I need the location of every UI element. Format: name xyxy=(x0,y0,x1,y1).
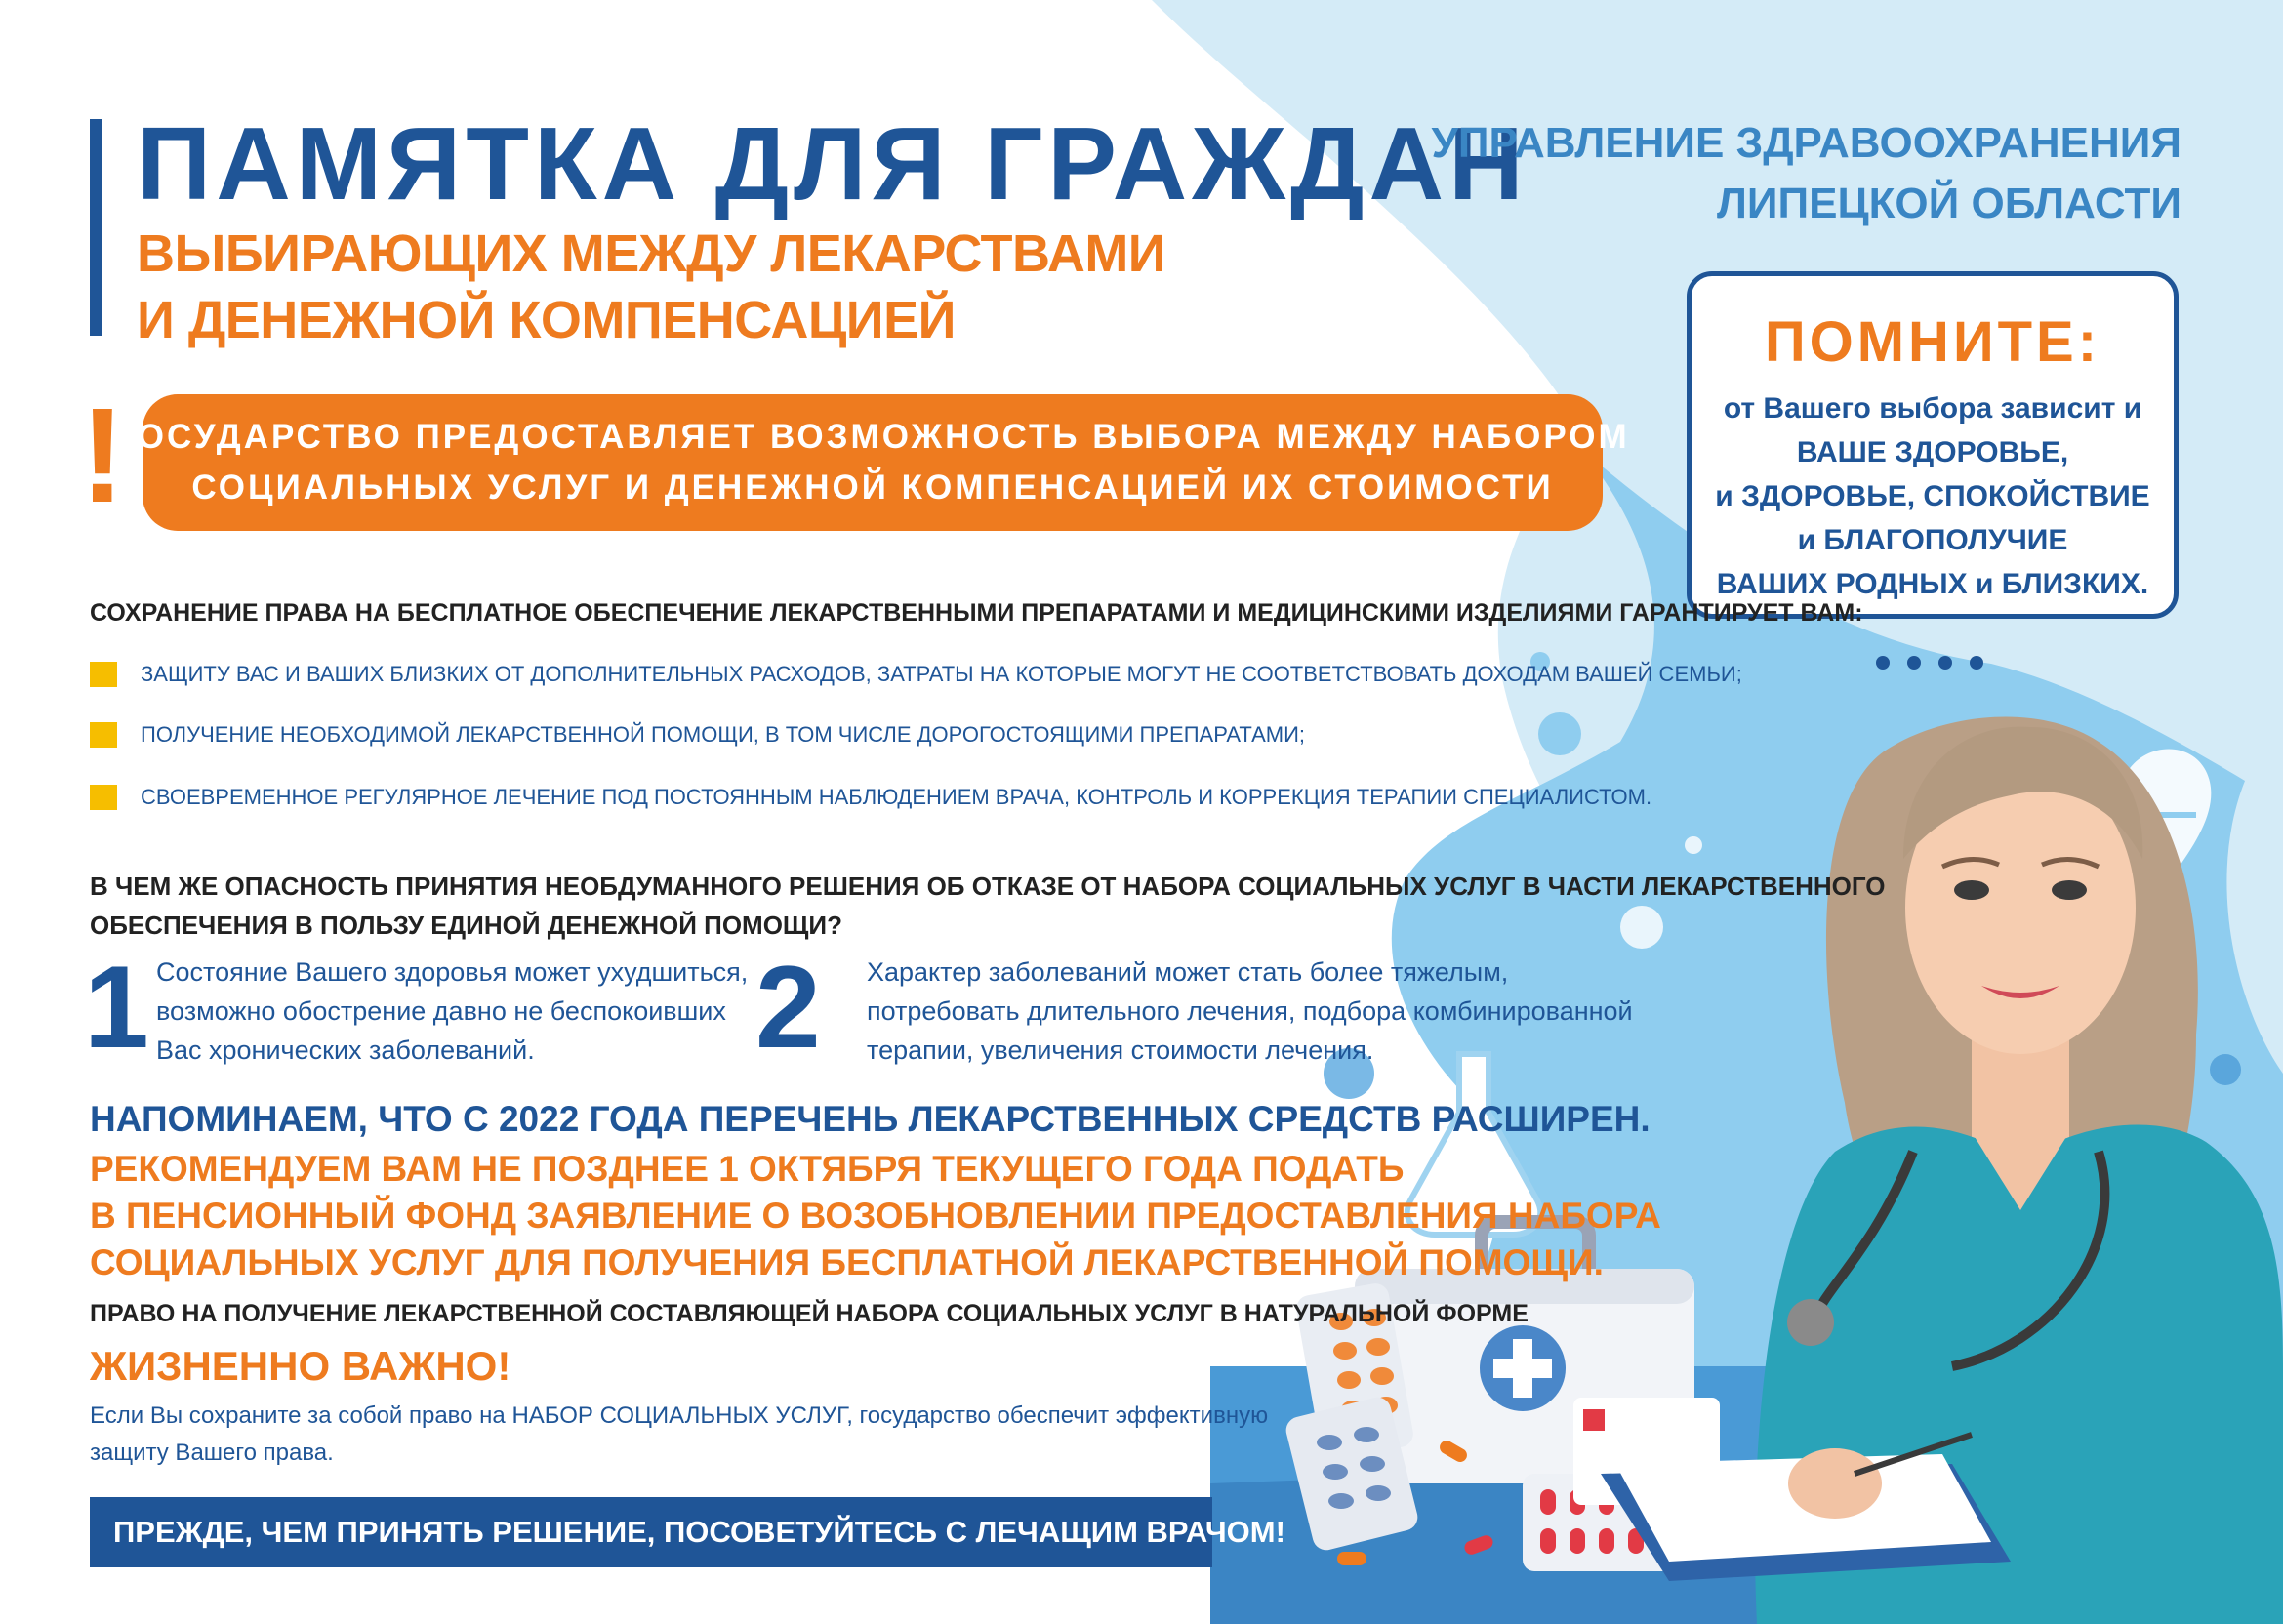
point-text xyxy=(156,953,748,1070)
guarantee-heading: СОХРАНЕНИЕ ПРАВА НА БЕСПЛАТНОЕ ОБЕСПЕЧЕНИЕ ЛЕКАРСТВЕННЫМИ ПРЕПАРАТАМИ И МЕДИЦИНСКИМИ ИЗДЕЛИЯМИ ГАРАНТИРУЕТ ВАМ: xyxy=(90,599,1863,627)
reminder-heading: НАПОМИНАЕМ, ЧТО С 2022 ГОДА ПЕРЕЧЕНЬ ЛЕКАРСТВЕННЫХ СРЕДСТВ РАСШИРЕН. xyxy=(90,1099,1651,1139)
right-statement: ПРАВО НА ПОЛУЧЕНИЕ ЛЕКАРСТВЕННОЙ СОСТАВЛЯЮЩЕЙ НАБОРА СОЦИАЛЬНЫХ УСЛУГ В НАТУРАЛЬНОЙ ФОРМЕ xyxy=(90,1300,1529,1327)
bullet-square-icon xyxy=(90,662,117,687)
notice-line: ГОСУДАРСТВО ПРЕДОСТАВЛЯЕТ ВОЗМОЖНОСТЬ ВЫБОРА МЕЖДУ НАБОРОМ xyxy=(115,418,1630,456)
point-number: 2 xyxy=(755,942,821,1073)
subtitle-line: И ДЕНЕЖНОЙ КОМПЕНСАЦИЕЙ xyxy=(137,291,956,349)
remember-box xyxy=(1687,271,2179,619)
agency-name xyxy=(1432,113,2182,234)
list-item xyxy=(90,785,1651,810)
page-subtitle xyxy=(137,221,1165,353)
list-item xyxy=(90,662,1742,687)
remember-line: от Вашего выбора зависит и xyxy=(1723,392,2142,425)
agency-line: УПРАВЛЕНИЕ ЗДРАВООХРАНЕНИЯ xyxy=(1431,119,2181,167)
vital-callout: ЖИЗНЕННО ВАЖНО! xyxy=(90,1343,511,1389)
notice-banner xyxy=(115,394,1630,531)
list-item-text: ПОЛУЧЕНИЕ НЕОБХОДИМОЙ ЛЕКАРСТВЕННОЙ ПОМОЩИ, В ТОМ ЧИСЛЕ ДОРОГОСТОЯЩИМИ ПРЕПАРАТАМИ; xyxy=(141,722,1305,747)
point-line: потребовать длительного лечения, подбора комбинированной xyxy=(867,996,1633,1026)
recommendation-line: СОЦИАЛЬНЫХ УСЛУГ ДЛЯ ПОЛУЧЕНИЯ БЕСПЛАТНОЙ ЛЕКАРСТВЕННОЙ ПОМОЩИ. xyxy=(90,1242,1604,1282)
point-line: Вас хронических заболеваний. xyxy=(156,1035,535,1065)
footer-banner xyxy=(90,1497,1285,1567)
agency-line: ЛИПЕЦКОЙ ОБЛАСТИ xyxy=(1716,180,2181,227)
point-line: Состояние Вашего здоровья может ухудшиться, xyxy=(156,957,749,987)
title-accent-bar xyxy=(90,119,102,336)
remember-title: ПОМНИТЕ: xyxy=(1764,310,2101,374)
point-line: терапии, увеличения стоимости лечения. xyxy=(867,1035,1374,1065)
recommendation-line: РЕКОМЕНДУЕМ ВАМ НЕ ПОЗДНЕЕ 1 ОКТЯБРЯ ТЕКУЩЕГО ГОДА ПОДАТЬ xyxy=(90,1149,1405,1189)
point-number: 1 xyxy=(84,942,149,1073)
remember-line: ВАШИХ РОДНЫХ и БЛИЗКИХ. xyxy=(1716,568,2149,600)
remember-line: и БЛАГОПОЛУЧИЕ xyxy=(1797,524,2068,556)
point-line: Характер заболеваний может стать более тяжелым, xyxy=(867,957,1509,987)
point-line: возможно обострение давно не беспокоивших xyxy=(156,996,726,1026)
list-item-text: ЗАЩИТУ ВАС И ВАШИХ БЛИЗКИХ ОТ ДОПОЛНИТЕЛЬНЫХ РАСХОДОВ, ЗАТРАТЫ НА КОТОРЫЕ МОГУТ НЕ СООТВЕТСТВОВАТЬ ДОХОДАМ ВАШЕЙ СЕМЬИ; xyxy=(141,662,1742,686)
ellipsis-dots-icon xyxy=(1876,656,2001,674)
bullet-square-icon xyxy=(90,722,117,748)
decor-circle xyxy=(2210,1054,2241,1085)
remember-line: и ЗДОРОВЬЕ, СПОКОЙСТВИЕ xyxy=(1715,480,2150,512)
recommendation-line: В ПЕНСИОННЫЙ ФОНД ЗАЯВЛЕНИЕ О ВОЗОБНОВЛЕНИИ ПРЕДОСТАВЛЕНИЯ НАБОРА xyxy=(90,1196,1661,1236)
danger-heading xyxy=(90,867,1885,945)
decor-circle xyxy=(1685,836,1702,854)
notice-line: СОЦИАЛЬНЫХ УСЛУГ И ДЕНЕЖНОЙ КОМПЕНСАЦИЕЙ ИХ СТОИМОСТИ xyxy=(191,468,1554,507)
list-item xyxy=(90,722,1305,748)
decor-circle xyxy=(1538,712,1581,755)
page-title: ПАМЯТКА ДЛЯ ГРАЖДАН xyxy=(137,106,1529,222)
list-item-text: СВОЕВРЕМЕННОЕ РЕГУЛЯРНОЕ ЛЕЧЕНИЕ ПОД ПОСТОЯННЫМ НАБЛЮДЕНИЕМ ВРАЧА, КОНТРОЛЬ И КОРРЕКЦИЯ ТЕРАПИИ СПЕЦИАЛИСТОМ. xyxy=(141,785,1652,809)
bullet-square-icon xyxy=(90,785,117,810)
keep-right-text xyxy=(90,1398,1268,1472)
keep-right-line: Если Вы сохраните за собой право на НАБОР СОЦИАЛЬНЫХ УСЛУГ, государство обеспечит эффективную xyxy=(90,1402,1269,1429)
footer-text: ПРЕЖДЕ, ЧЕМ ПРИНЯТЬ РЕШЕНИЕ, ПОСОВЕТУЙТЕСЬ С ЛЕЧАЩИМ ВРАЧОМ! xyxy=(113,1515,1285,1549)
remember-line: ВАШЕ ЗДОРОВЬЕ, xyxy=(1796,436,2069,468)
subtitle-line: ВЫБИРАЮЩИХ МЕЖДУ ЛЕКАРСТВАМИ xyxy=(137,224,1166,283)
keep-right-line: защиту Вашего права. xyxy=(90,1440,334,1466)
danger-heading-line: В ЧЕМ ЖЕ ОПАСНОСТЬ ПРИНЯТИЯ НЕОБДУМАННОГО РЕШЕНИЯ ОБ ОТКАЗЕ ОТ НАБОРА СОЦИАЛЬНЫХ УСЛУГ В ЧАСТИ ЛЕКАРСТВЕННОГО xyxy=(90,872,1886,901)
point-text xyxy=(867,953,1633,1070)
recommendation xyxy=(90,1146,1661,1286)
danger-heading-line: ОБЕСПЕЧЕНИЯ В ПОЛЬЗУ ЕДИНОЙ ДЕНЕЖНОЙ ПОМОЩИ? xyxy=(90,911,842,940)
exclamation-icon: ! xyxy=(80,381,125,531)
